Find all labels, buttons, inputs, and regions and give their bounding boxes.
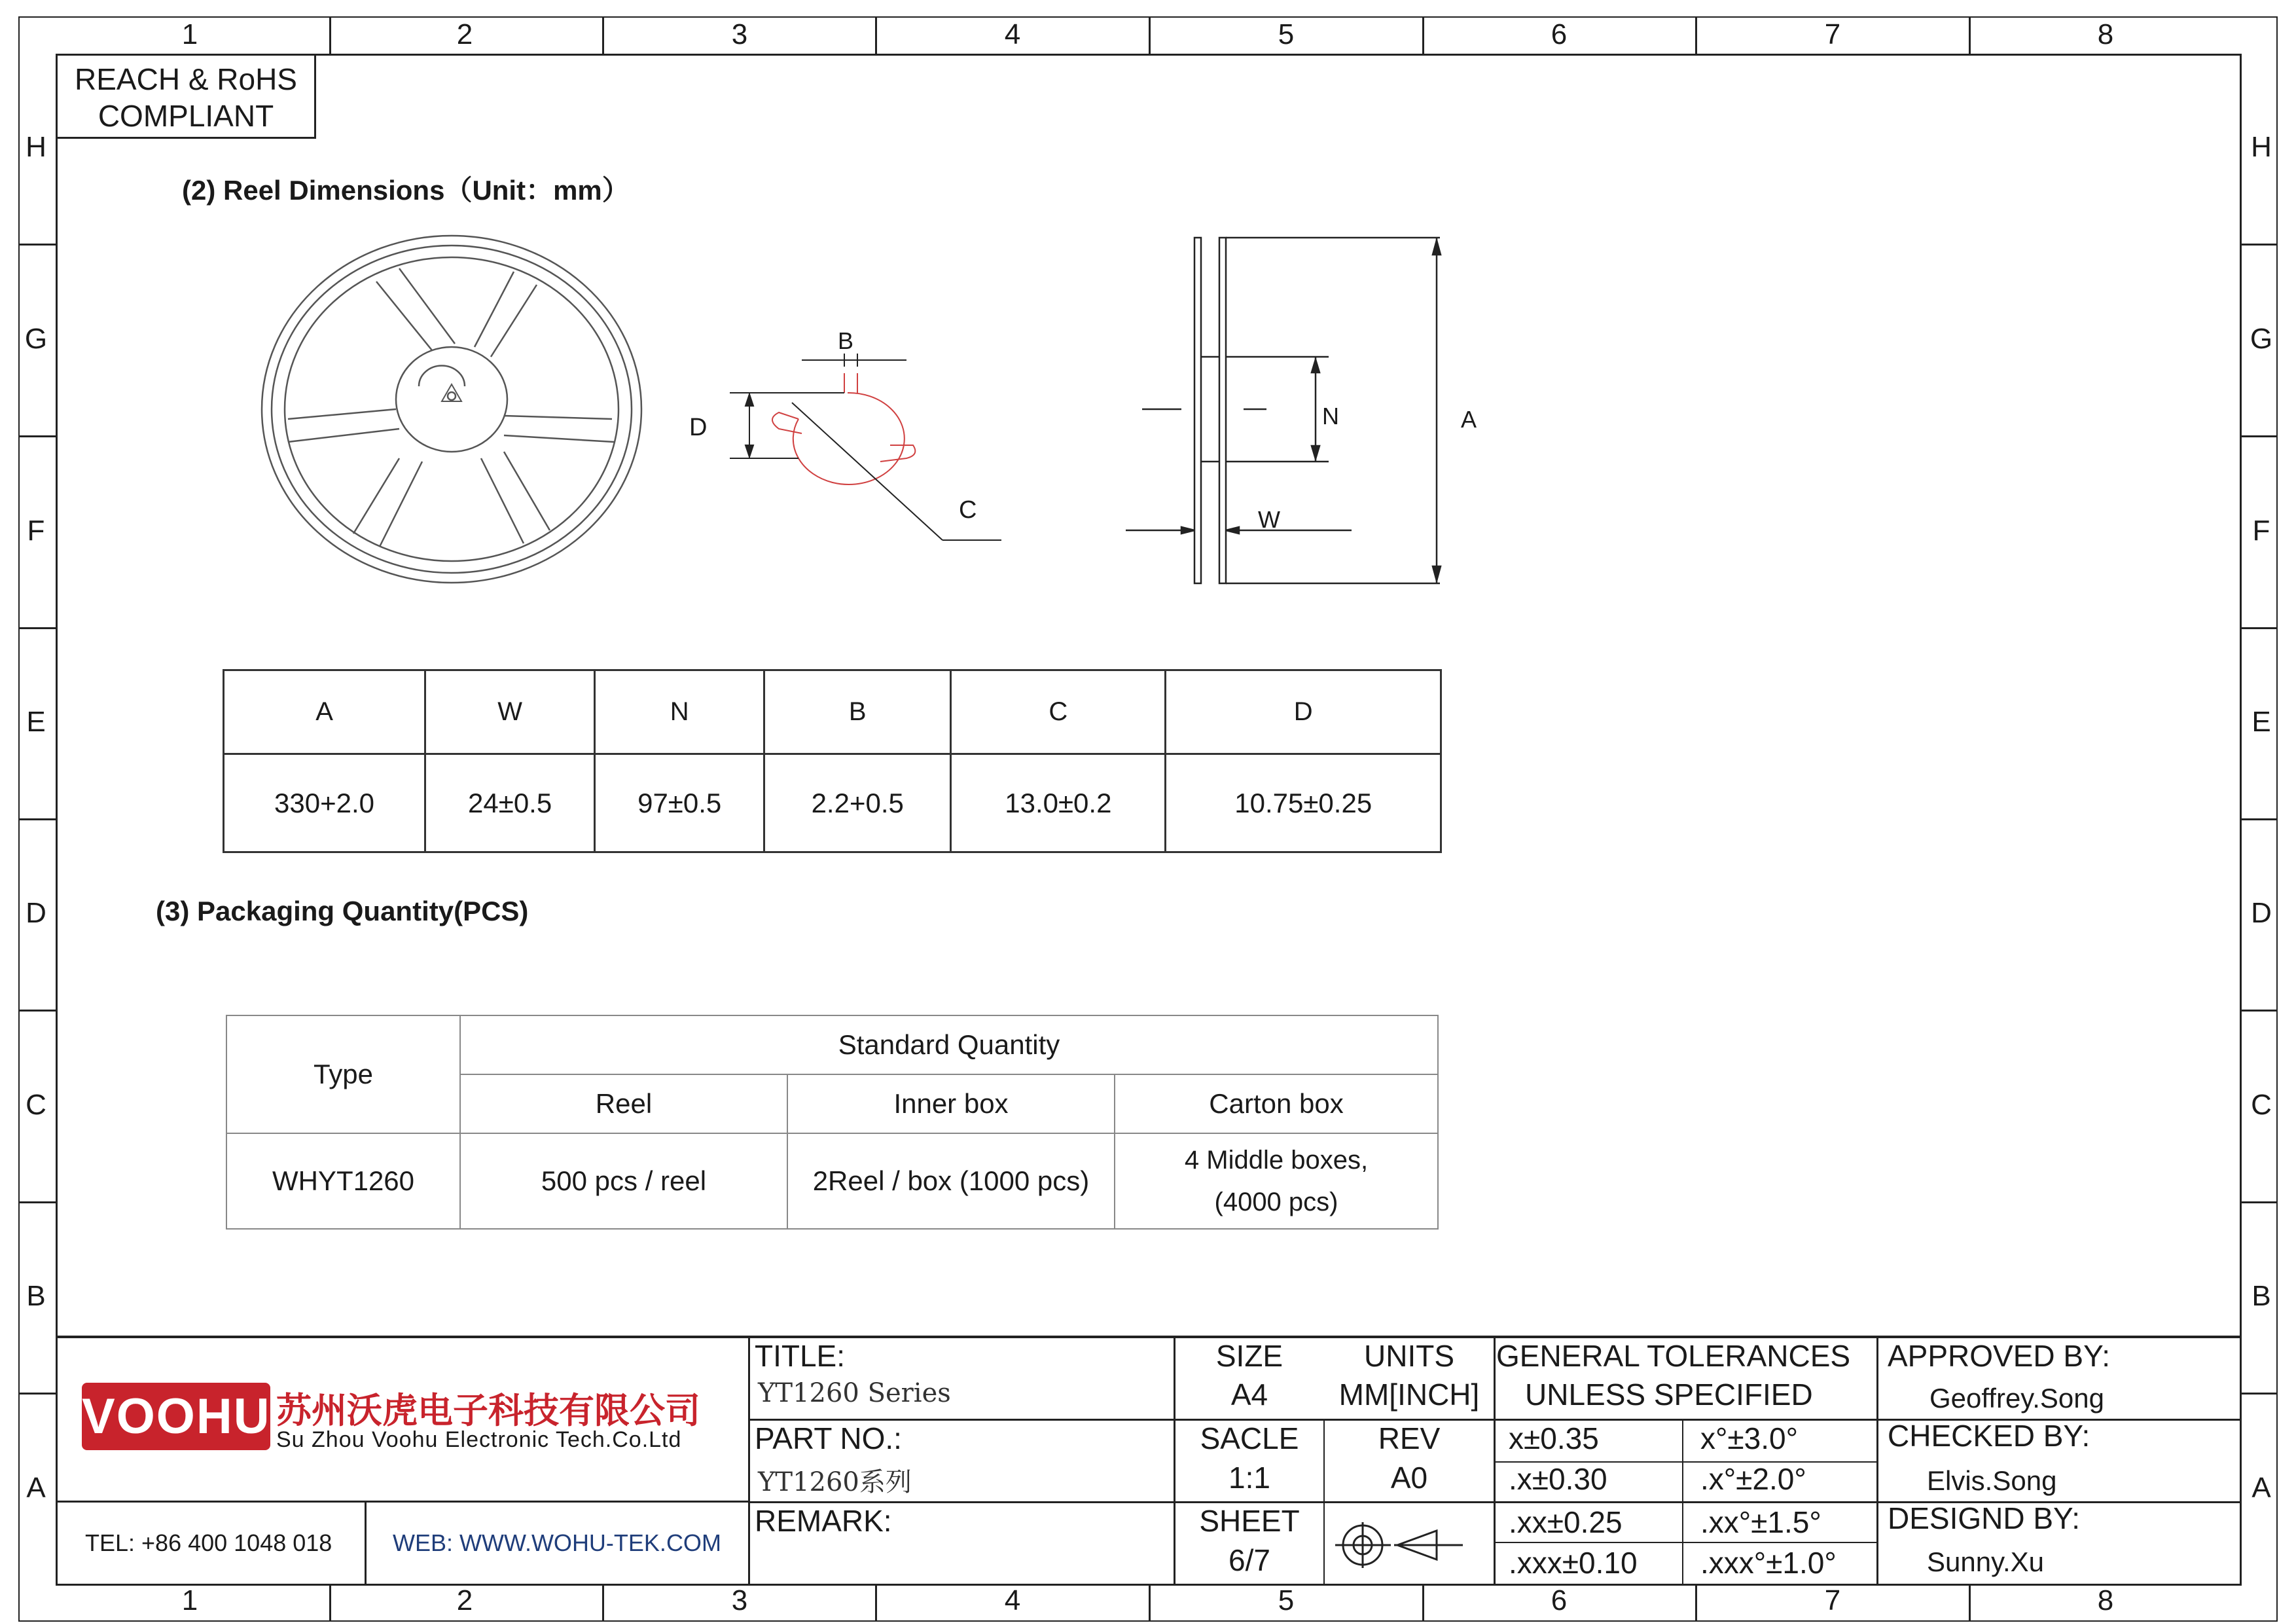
rev-value: A0 [1390,1461,1428,1495]
zone-row-F-left: F [27,515,45,547]
tolerance-linear-3: .xxx±0.10 [1509,1546,1638,1580]
reel-dimensions-table [223,669,1442,853]
dim-header-b: B [764,670,951,754]
company-name-cn: 苏州沃虎电子科技有限公司 [276,1391,700,1431]
reel-front-view [255,232,648,586]
size-value: A4 [1230,1377,1268,1412]
title-label: TITLE: [755,1339,846,1373]
pkg-carton-line-2: (4000 pcs) [1214,1188,1338,1216]
packaging-quantity-table [226,1015,1439,1230]
dim-header-d: D [1166,670,1441,754]
section-title-reel: (2) Reel Dimensions（Unit：mm） [182,175,630,206]
scale-value: 1:1 [1229,1461,1270,1495]
dim-value-a: 330+2.0 [224,754,425,852]
designed-by-value: Sunny.Xu [1927,1546,2045,1577]
checked-by-label: CHECKED BY: [1888,1419,2090,1453]
tolerance-linear-1: .x±0.30 [1509,1462,1607,1496]
dim-value-c: 13.0±0.2 [951,754,1166,852]
zone-col-3-bottom: 3 [731,1584,748,1616]
zone-row-D-right: D [2251,897,2272,929]
pkg-carton-line-1: 4 Middle boxes, [1184,1146,1369,1175]
company-name-en: Su Zhou Voohu Electronic Tech.Co.Ltd [276,1427,682,1452]
tolerance-angular-0: x°±3.0° [1700,1421,1798,1455]
dim-label-a: A [1461,406,1477,433]
zone-row-E-left: E [26,706,46,738]
checked-by-value: Elvis.Song [1927,1465,2057,1496]
dim-label-n: N [1322,403,1339,429]
company-tel: TEL: +86 400 1048 018 [85,1529,332,1556]
zone-col-7-bottom: 7 [1824,1584,1841,1616]
zone-col-1-top: 1 [181,18,198,50]
dim-value-b: 2.2+0.5 [764,754,951,852]
compliance-box [56,54,316,139]
zone-col-2-bottom: 2 [456,1584,473,1616]
compliance-line-1: REACH & RoHS [75,62,297,96]
part-no-label: PART NO.: [755,1421,902,1455]
zone-col-8-bottom: 8 [2097,1584,2114,1616]
remark-label: REMARK: [755,1504,892,1538]
tolerance-angular-3: .xxx°±1.0° [1700,1546,1837,1580]
zone-row-A-left: A [26,1472,46,1504]
zone-col-1-bottom: 1 [181,1584,198,1616]
zone-col-4-bottom: 4 [1004,1584,1021,1616]
part-no-value: YT1260系列 [758,1467,912,1497]
zone-row-B-right: B [2251,1280,2271,1312]
dim-label-b: B [838,327,854,354]
zone-col-5-bottom: 5 [1278,1584,1295,1616]
zone-row-G-right: G [2250,323,2273,355]
units-label: UNITS [1364,1339,1454,1373]
pkg-value-inner-box: 2Reel / box (1000 pcs) [787,1133,1115,1229]
zone-col-6-top: 6 [1551,18,1568,50]
reel-side-view [1126,232,1466,589]
zone-row-B-left: B [26,1280,46,1312]
dim-header-n: N [595,670,764,754]
compliance-line-2: COMPLIANT [98,99,274,133]
units-value: MM[INCH] [1338,1377,1480,1412]
zone-col-5-top: 5 [1278,18,1295,50]
pkg-header-carton-box: Carton box [1115,1074,1438,1133]
projection-symbol-icon [1322,1519,1466,1571]
dim-header-a: A [224,670,425,754]
scale-label: SACLE [1200,1421,1299,1455]
sheet-label: SHEET [1199,1504,1300,1538]
dim-value-w: 24±0.5 [425,754,595,852]
zone-row-C-left: C [26,1089,46,1121]
dim-value-n: 97±0.5 [595,754,764,852]
tolerance-angular-2: .xx°±1.5° [1700,1505,1821,1539]
zone-row-A-right: A [2251,1472,2271,1504]
dim-header-w: W [425,670,595,754]
sheet-value: 6/7 [1229,1543,1270,1577]
approved-by-value: Geoffrey.Song [1929,1383,2104,1413]
approved-by-label: APPROVED BY: [1888,1339,2111,1373]
zone-row-D-left: D [26,897,46,929]
zone-row-E-right: E [2251,706,2271,738]
tolerance-angular-1: .x°±2.0° [1700,1462,1806,1496]
rev-label: REV [1378,1421,1441,1455]
dim-label-w: W [1258,506,1280,533]
zone-col-6-bottom: 6 [1551,1584,1568,1616]
pkg-header-type: Type [226,1015,460,1133]
section-title-packaging: (3) Packaging Quantity(PCS) [156,896,529,926]
tolerance-title-line-1: GENERAL TOLERANCES [1496,1339,1851,1373]
zone-col-4-top: 4 [1004,18,1021,50]
size-label: SIZE [1215,1339,1283,1373]
pkg-value-reel: 500 pcs / reel [460,1133,787,1229]
tolerance-linear-2: .xx±0.25 [1509,1505,1623,1539]
zone-row-C-right: C [2251,1089,2272,1121]
zone-row-F-right: F [2252,515,2270,547]
pkg-value-carton-box [1115,1133,1438,1229]
tolerance-title-line-2: UNLESS SPECIFIED [1525,1377,1813,1412]
tolerance-linear-0: x±0.35 [1509,1421,1599,1455]
dim-label-c: C [959,496,977,524]
pkg-header-standard-quantity: Standard Quantity [460,1015,1438,1074]
company-logo: VOOHU [82,1383,270,1450]
designed-by-label: DESIGND BY: [1888,1501,2080,1535]
zone-col-3-top: 3 [731,18,748,50]
company-web: WEB: WWW.WOHU-TEK.COM [393,1529,721,1556]
dim-label-d: D [689,414,708,441]
zone-row-H-left: H [26,131,46,163]
pkg-value-type: WHYT1260 [226,1133,460,1229]
zone-col-8-top: 8 [2097,18,2114,50]
zone-col-2-top: 2 [456,18,473,50]
dim-value-d: 10.75±0.25 [1166,754,1441,852]
zone-row-G-left: G [24,323,48,355]
title-value: YT1260 Series [758,1378,951,1408]
pkg-header-inner-box: Inner box [787,1074,1115,1133]
pkg-header-reel: Reel [460,1074,787,1133]
zone-col-7-top: 7 [1824,18,1841,50]
zone-row-H-right: H [2251,131,2272,163]
dim-header-c: C [951,670,1166,754]
